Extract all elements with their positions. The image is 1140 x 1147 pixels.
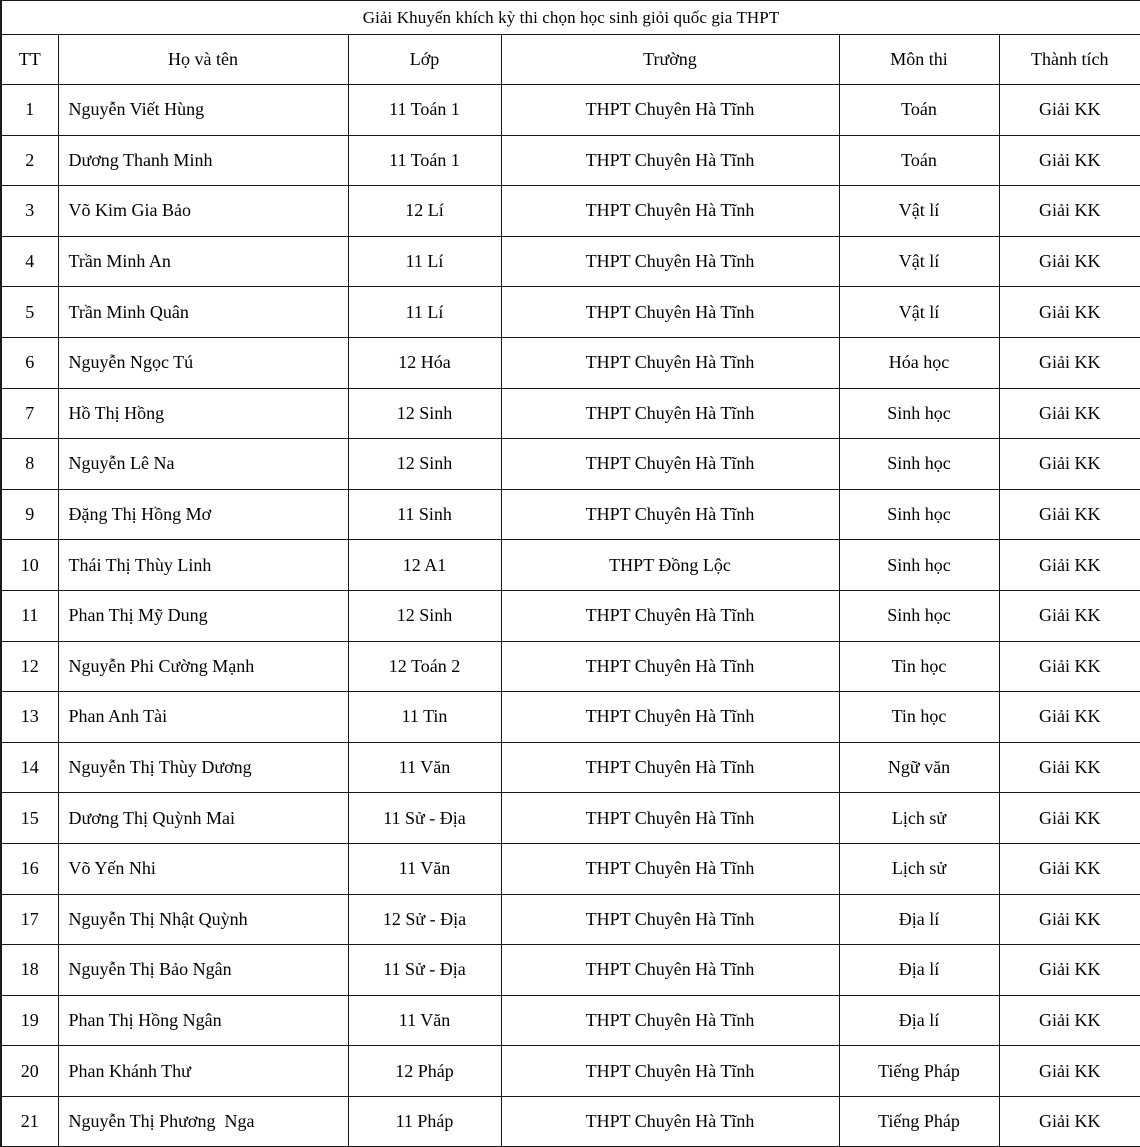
cell-school: THPT Chuyên Hà Tĩnh xyxy=(501,793,839,844)
cell-school: THPT Chuyên Hà Tĩnh xyxy=(501,287,839,338)
cell-class: 12 Toán 2 xyxy=(348,641,501,692)
cell-award: Giải KK xyxy=(999,135,1140,186)
cell-subject: Tiếng Pháp xyxy=(839,1046,999,1097)
cell-subject: Sinh học xyxy=(839,540,999,591)
cell-class: 11 Lí xyxy=(348,287,501,338)
column-header-school: Trường xyxy=(501,35,839,85)
table-row xyxy=(1,540,1140,591)
table-row xyxy=(1,388,1140,439)
cell-tt: 6 xyxy=(1,337,58,388)
cell-award: Giải KK xyxy=(999,489,1140,540)
cell-award: Giải KK xyxy=(999,692,1140,743)
table-row xyxy=(1,995,1140,1046)
cell-subject: Vật lí xyxy=(839,236,999,287)
table-row xyxy=(1,945,1140,996)
cell-class: 11 Toán 1 xyxy=(348,135,501,186)
cell-name: Võ Kim Gia Bảo xyxy=(58,186,348,237)
table-row xyxy=(1,135,1140,186)
cell-tt: 16 xyxy=(1,843,58,894)
table-row xyxy=(1,287,1140,338)
cell-subject: Địa lí xyxy=(839,894,999,945)
cell-name: Nguyễn Lê Na xyxy=(58,439,348,490)
table-row xyxy=(1,793,1140,844)
cell-subject: Vật lí xyxy=(839,186,999,237)
table-row xyxy=(1,439,1140,490)
cell-name: Nguyễn Thị Phương Nga xyxy=(58,1096,348,1147)
cell-subject: Sinh học xyxy=(839,489,999,540)
cell-award: Giải KK xyxy=(999,439,1140,490)
cell-class: 11 Lí xyxy=(348,236,501,287)
column-header-award: Thành tích xyxy=(999,35,1140,85)
cell-name: Phan Thị Hồng Ngân xyxy=(58,995,348,1046)
table-row xyxy=(1,692,1140,743)
cell-award: Giải KK xyxy=(999,995,1140,1046)
cell-school: THPT Chuyên Hà Tĩnh xyxy=(501,1096,839,1147)
cell-school: THPT Chuyên Hà Tĩnh xyxy=(501,186,839,237)
cell-award: Giải KK xyxy=(999,1096,1140,1147)
cell-school: THPT Chuyên Hà Tĩnh xyxy=(501,337,839,388)
column-header-subject: Môn thi xyxy=(839,35,999,85)
cell-name: Nguyễn Thị Nhật Quỳnh xyxy=(58,894,348,945)
cell-name: Dương Thị Quỳnh Mai xyxy=(58,793,348,844)
cell-name: Nguyễn Viết Hùng xyxy=(58,85,348,136)
cell-award: Giải KK xyxy=(999,287,1140,338)
cell-school: THPT Chuyên Hà Tĩnh xyxy=(501,1046,839,1097)
cell-award: Giải KK xyxy=(999,742,1140,793)
cell-award: Giải KK xyxy=(999,590,1140,641)
cell-school: THPT Chuyên Hà Tĩnh xyxy=(501,590,839,641)
cell-subject: Toán xyxy=(839,135,999,186)
document-title: Giải Khuyến khích kỳ thi chọn học sinh giỏi quốc gia THPT xyxy=(1,1,1140,35)
cell-name: Nguyễn Phi Cường Mạnh xyxy=(58,641,348,692)
cell-school: THPT Đồng Lộc xyxy=(501,540,839,591)
table-row xyxy=(1,236,1140,287)
cell-award: Giải KK xyxy=(999,337,1140,388)
cell-name: Hồ Thị Hồng xyxy=(58,388,348,439)
cell-subject: Sinh học xyxy=(839,590,999,641)
cell-school: THPT Chuyên Hà Tĩnh xyxy=(501,692,839,743)
cell-class: 11 Văn xyxy=(348,742,501,793)
column-header-class: Lớp xyxy=(348,35,501,85)
cell-tt: 2 xyxy=(1,135,58,186)
cell-award: Giải KK xyxy=(999,793,1140,844)
cell-school: THPT Chuyên Hà Tĩnh xyxy=(501,135,839,186)
cell-award: Giải KK xyxy=(999,388,1140,439)
table-row xyxy=(1,843,1140,894)
cell-class: 11 Toán 1 xyxy=(348,85,501,136)
cell-name: Võ Yến Nhi xyxy=(58,843,348,894)
cell-award: Giải KK xyxy=(999,186,1140,237)
cell-school: THPT Chuyên Hà Tĩnh xyxy=(501,236,839,287)
cell-award: Giải KK xyxy=(999,894,1140,945)
cell-class: 11 Sử - Địa xyxy=(348,945,501,996)
cell-name: Trần Minh An xyxy=(58,236,348,287)
cell-award: Giải KK xyxy=(999,1046,1140,1097)
cell-name: Dương Thanh Minh xyxy=(58,135,348,186)
cell-name: Nguyễn Ngọc Tú xyxy=(58,337,348,388)
cell-school: THPT Chuyên Hà Tĩnh xyxy=(501,641,839,692)
cell-class: 12 Sinh xyxy=(348,388,501,439)
cell-award: Giải KK xyxy=(999,85,1140,136)
cell-tt: 18 xyxy=(1,945,58,996)
cell-class: 12 A1 xyxy=(348,540,501,591)
column-header-tt: TT xyxy=(1,35,58,85)
cell-subject: Sinh học xyxy=(839,388,999,439)
cell-subject: Vật lí xyxy=(839,287,999,338)
cell-subject: Địa lí xyxy=(839,995,999,1046)
cell-class: 12 Sử - Địa xyxy=(348,894,501,945)
cell-tt: 14 xyxy=(1,742,58,793)
table-row xyxy=(1,1046,1140,1097)
cell-class: 12 Hóa xyxy=(348,337,501,388)
cell-name: Phan Khánh Thư xyxy=(58,1046,348,1097)
cell-name: Phan Anh Tài xyxy=(58,692,348,743)
table-row xyxy=(1,742,1140,793)
cell-tt: 13 xyxy=(1,692,58,743)
cell-tt: 9 xyxy=(1,489,58,540)
cell-school: THPT Chuyên Hà Tĩnh xyxy=(501,742,839,793)
cell-tt: 3 xyxy=(1,186,58,237)
table-row xyxy=(1,489,1140,540)
cell-class: 12 Sinh xyxy=(348,590,501,641)
table-row xyxy=(1,1096,1140,1147)
cell-name: Nguyễn Thị Thùy Dương xyxy=(58,742,348,793)
cell-class: 11 Pháp xyxy=(348,1096,501,1147)
cell-subject: Toán xyxy=(839,85,999,136)
cell-tt: 11 xyxy=(1,590,58,641)
cell-name: Đặng Thị Hồng Mơ xyxy=(58,489,348,540)
cell-name: Trần Minh Quân xyxy=(58,287,348,338)
cell-subject: Lịch sử xyxy=(839,843,999,894)
cell-award: Giải KK xyxy=(999,843,1140,894)
cell-class: 11 Sinh xyxy=(348,489,501,540)
cell-school: THPT Chuyên Hà Tĩnh xyxy=(501,388,839,439)
cell-tt: 10 xyxy=(1,540,58,591)
cell-subject: Hóa học xyxy=(839,337,999,388)
cell-award: Giải KK xyxy=(999,945,1140,996)
cell-tt: 1 xyxy=(1,85,58,136)
cell-tt: 15 xyxy=(1,793,58,844)
cell-subject: Tin học xyxy=(839,692,999,743)
cell-tt: 20 xyxy=(1,1046,58,1097)
cell-tt: 8 xyxy=(1,439,58,490)
table-row xyxy=(1,186,1140,237)
table-row xyxy=(1,590,1140,641)
cell-tt: 4 xyxy=(1,236,58,287)
cell-subject: Ngữ văn xyxy=(839,742,999,793)
cell-award: Giải KK xyxy=(999,641,1140,692)
table-row xyxy=(1,85,1140,136)
table-row xyxy=(1,641,1140,692)
table-header-row xyxy=(1,35,1140,85)
cell-subject: Sinh học xyxy=(839,439,999,490)
table-title-row xyxy=(1,1,1140,35)
cell-class: 11 Văn xyxy=(348,995,501,1046)
cell-school: THPT Chuyên Hà Tĩnh xyxy=(501,945,839,996)
table-row xyxy=(1,337,1140,388)
cell-class: 11 Văn xyxy=(348,843,501,894)
cell-tt: 19 xyxy=(1,995,58,1046)
cell-subject: Địa lí xyxy=(839,945,999,996)
cell-class: 12 Pháp xyxy=(348,1046,501,1097)
cell-name: Nguyễn Thị Bảo Ngân xyxy=(58,945,348,996)
cell-tt: 21 xyxy=(1,1096,58,1147)
cell-name: Thái Thị Thùy Linh xyxy=(58,540,348,591)
cell-tt: 12 xyxy=(1,641,58,692)
cell-subject: Tiếng Pháp xyxy=(839,1096,999,1147)
table-row xyxy=(1,894,1140,945)
cell-school: THPT Chuyên Hà Tĩnh xyxy=(501,439,839,490)
cell-subject: Lịch sử xyxy=(839,793,999,844)
column-header-name: Họ và tên xyxy=(58,35,348,85)
cell-school: THPT Chuyên Hà Tĩnh xyxy=(501,85,839,136)
cell-award: Giải KK xyxy=(999,236,1140,287)
cell-class: 12 Lí xyxy=(348,186,501,237)
cell-school: THPT Chuyên Hà Tĩnh xyxy=(501,995,839,1046)
table-body xyxy=(1,1,1140,1147)
cell-class: 11 Tin xyxy=(348,692,501,743)
cell-school: THPT Chuyên Hà Tĩnh xyxy=(501,894,839,945)
cell-tt: 7 xyxy=(1,388,58,439)
cell-subject: Tin học xyxy=(839,641,999,692)
cell-tt: 17 xyxy=(1,894,58,945)
cell-award: Giải KK xyxy=(999,540,1140,591)
cell-school: THPT Chuyên Hà Tĩnh xyxy=(501,843,839,894)
cell-tt: 5 xyxy=(1,287,58,338)
cell-class: 11 Sử - Địa xyxy=(348,793,501,844)
cell-school: THPT Chuyên Hà Tĩnh xyxy=(501,489,839,540)
cell-class: 12 Sinh xyxy=(348,439,501,490)
cell-name: Phan Thị Mỹ Dung xyxy=(58,590,348,641)
